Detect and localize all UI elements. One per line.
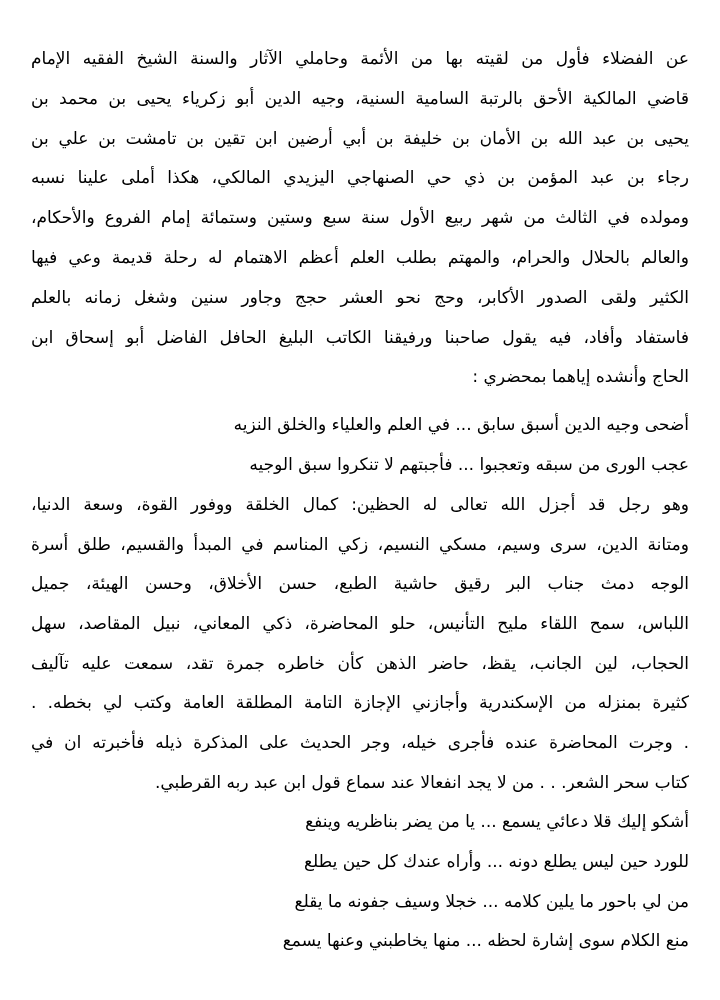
text-line: يحيى بن عبد الله بن الأمان بن خليفة بن أبي أرضين ابن تقين بن تامشت بن علي بن: [31, 129, 689, 149]
text-line: والعالم بالحلال والحرام، والمهتم بطلب العلم أعظم الاهتمام له رحلة قديمة وعي فيها: [31, 248, 689, 268]
text-line: الوجه دمث جناب البر رقيق حاشية الطبع، حسن الأخلاق، وحسن الهيئة، جميل: [31, 574, 689, 594]
text-line: وهو رجل قد أجزل الله تعالى له الحظين: كمال الخلقة ووفور القوة، وسعة الدنيا،: [31, 495, 689, 515]
text-line: قاضي المالكية الأحق بالرتبة السامية السنية، وجيه الدين أبو زكرياء يحيى بن محمد بن: [31, 89, 689, 109]
text-line: الحجاب، لين الجانب، يقظ، حاضر الذهن كأن خاطره جمرة تقد، سمعت عليه تآليف: [31, 654, 689, 674]
text-line: . وجرت المحاضرة عنده فأجرى خيله، وجر الحديث على المذكرة ذيله فأخبرته ان في: [31, 733, 689, 753]
text-line: عن الفضلاء فأول من لقيته بها من الأئمة وحاملي الآثار والسنة الشيخ الفقيه الإمام: [31, 49, 689, 69]
text-line: كثيرة بمنزله من الإسكندرية وأجازني الإجازة التامة المطلقة العامة وكتب لي بخطه. .: [31, 693, 689, 713]
verse-line: للورد حين ليس يطلع دونه ... وأراه عندك كل حين يطلع: [303, 852, 689, 872]
verse-line: أشكو إليك قلا دعائي يسمع ... يا من يضر بناظريه وينفع: [305, 812, 689, 832]
verse-line: منع الكلام سوى إشارة لحظه ... منها يخاطبني وعنها يسمع: [282, 931, 689, 951]
text-line: اللباس، سمح اللقاء مليح التأنيس، حلو المحاضرة، ذكي المعاني، نبيل المقاصد، سهل: [31, 614, 689, 634]
text-line: رجاء بن عبد المؤمن بن ذي حي الصنهاجي اليزيدي المالكي، هكذا أملى علينا نسبه: [31, 168, 689, 188]
text-line: ومتانة الدين، سرى وسيم، مسكي النسيم، زكي المناسم في المبدأ والقسيم، طلق أسرة: [31, 535, 689, 555]
verse-line: من لي باحور ما يلين كلامه ... خجلا وسيف جفونه ما يقلع: [294, 892, 689, 912]
verse-line: أضحى وجيه الدين أسبق سابق ... في العلم والعلياء والخلق النزيه: [233, 415, 689, 435]
text-line: الكثير ولقى الصدور الأكابر، وحج نحو العشر حجج وجاور سنين وشغل زمانه بالعلم: [31, 288, 689, 308]
text-line: فاستفاد وأفاد، فيه يقول صاحبنا ورفيقنا الكاتب البليغ الحافل الفاضل أبو إسحاق ابن: [31, 328, 689, 348]
text-line: كتاب سحر الشعر. . . من لا يجد انفعالا عند سماع قول ابن عبد ربه القرطبي.: [154, 773, 689, 793]
text-line: الحاج وأنشده إياهما بمحضري :: [472, 367, 689, 387]
text-line: ومولده في الثالث من شهر ربيع الأول سنة سبع وستين وستمائة إمام الفروع والأحكام،: [31, 208, 689, 228]
verse-line: عجب الورى من سبقه وتعجبوا ... فأجبتهم لا تنكروا سبق الوجيه: [249, 455, 689, 475]
